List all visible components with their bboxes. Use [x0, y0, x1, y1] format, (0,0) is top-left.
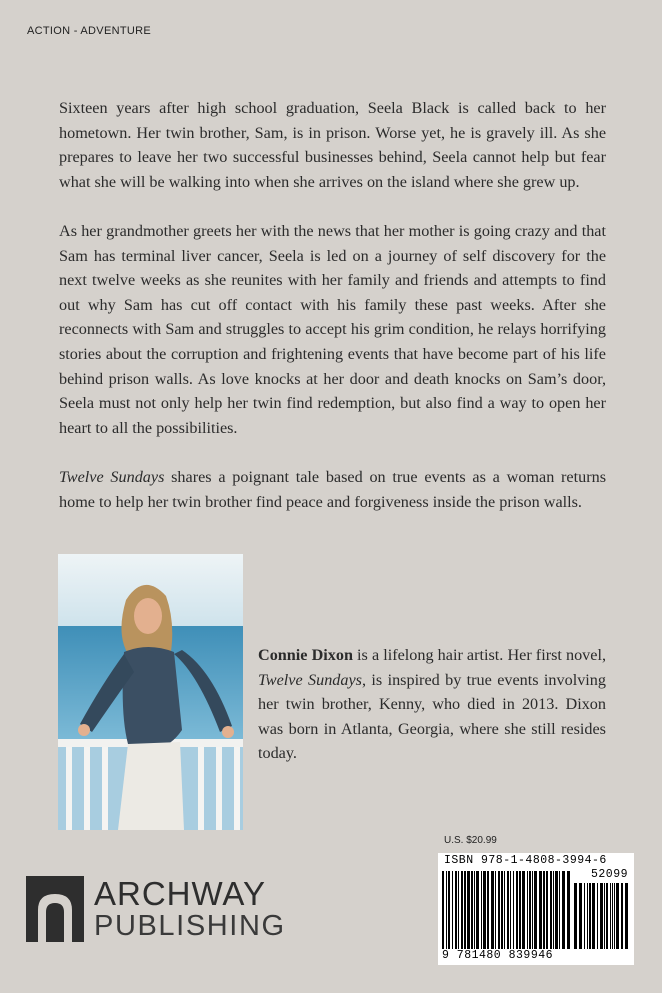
isbn-barcode [438, 853, 634, 965]
barcode-bar [606, 883, 608, 949]
book-title-italic: Twelve Sundays [59, 467, 165, 486]
barcode-bar [483, 871, 486, 949]
barcode-bar [539, 871, 542, 949]
barcode-bar [604, 883, 605, 949]
price-label: U.S. $20.99 [444, 835, 497, 846]
barcode-bar [589, 883, 591, 949]
barcode-bar [614, 883, 615, 949]
barcode-bar [562, 871, 565, 949]
barcode-bar [546, 871, 548, 949]
archway-arch-icon [26, 876, 84, 942]
genre-label: ACTION - ADVENTURE [27, 25, 151, 37]
barcode-bar [597, 883, 598, 949]
barcode-bar [467, 871, 470, 949]
barcode-bar [621, 883, 623, 949]
isbn-number: ISBN 978-1-4808-3994-6 [444, 854, 607, 867]
barcode-bar [555, 871, 558, 949]
author-photo [58, 554, 243, 830]
barcode-bar [471, 871, 473, 949]
barcode-bar [446, 871, 447, 949]
barcode-bar [592, 883, 595, 949]
barcode-bar [455, 871, 457, 949]
barcode-bar [534, 871, 537, 949]
author-book-title: Twelve Sundays [258, 670, 362, 689]
barcode-bar [574, 883, 577, 949]
barcode-bar [516, 871, 518, 949]
barcode-bar [513, 871, 514, 949]
barcode-bar [504, 871, 505, 949]
author-name: Connie Dixon [258, 646, 353, 664]
barcode-bar [612, 883, 613, 949]
barcode-bar [587, 883, 588, 949]
barcode-bar [442, 871, 444, 949]
barcode-bar [600, 883, 603, 949]
barcode-bar [491, 871, 494, 949]
barcode-bar [559, 871, 560, 949]
author-bio [258, 643, 606, 766]
barcode-bar [495, 871, 496, 949]
barcode-bar [519, 871, 521, 949]
blurb-paragraph-1: Sixteen years after high school graduation, Seela Black is called back to her hometown. Her twin brother, Sam, is in prison. Worse yet, he is gravely ill. As she prepares to leave her two successful businesses behind, Seela cannot help but fear what she will be walking into when she arrives on the island where she grew up. [59, 99, 606, 191]
blurb-paragraph-2: As her grandmother greets her with the news that her mother is going crazy and that Sam has terminal liver cancer, Seela is led on a journey of self discovery for the next twelve weeks as she reunites with her family and friends and attempts to find out why Sam has cut off contact with his family these past weeks. After she reconnects with Sam and struggles to accept his grim condition, he relays horrifying stories about the corruption and frightening events that have become part of his life behind prison walls. As love knocks at her door and death knocks on Sam’s door, Seela must not only help her twin find redemption, but also find a way to open her heart to all the possibilities. [59, 221, 606, 437]
barcode-addon-number: 52099 [590, 868, 628, 881]
blurb-paragraph-3 [59, 465, 606, 514]
barcode-bar [616, 883, 619, 949]
barcode-bar [522, 871, 525, 949]
barcode-bar [527, 871, 528, 949]
barcode-bar [501, 871, 503, 949]
barcode-bar [510, 871, 511, 949]
ean-digits: 9 781480 839946 [442, 949, 554, 962]
blurb-paragraph-3-text: shares a poignant tale based on true events as a woman returns home to help her twin brother find peace and forgiveness inside the prison walls. [59, 467, 606, 511]
barcode-bar [476, 871, 479, 949]
barcode-bar [553, 871, 554, 949]
barcode-bar [481, 871, 482, 949]
barcode-bar [507, 871, 509, 949]
barcode-bar [461, 871, 463, 949]
addon-barcode-bars [574, 883, 630, 949]
publisher-logo [26, 876, 286, 942]
back-cover-blurb [59, 96, 606, 539]
barcode-bar [474, 871, 475, 949]
barcode-bar [498, 871, 500, 949]
barcode-bar [579, 883, 582, 949]
barcode-bar [452, 871, 453, 949]
barcode-bar [584, 883, 585, 949]
barcode-bar [550, 871, 552, 949]
barcode-bar [543, 871, 545, 949]
barcode-bar [464, 871, 466, 949]
barcode-bar [448, 871, 450, 949]
barcode-bar [532, 871, 533, 949]
barcode-bar [610, 883, 611, 949]
barcode-bar [625, 883, 628, 949]
author-bio-text-2: , is inspired by true events involving her twin brother, Kenny, who died in 2013. Dixon was born in Atlanta, Georgia, where she still resides today. [258, 670, 606, 763]
publisher-name-line1: ARCHWAY [94, 875, 266, 912]
barcode-bar [487, 871, 489, 949]
author-bio-text-1: is a lifelong hair artist. Her first novel, [352, 646, 606, 664]
publisher-name-line2: PUBLISHING [94, 910, 286, 942]
barcode-bar [567, 871, 570, 949]
barcode-bar [529, 871, 531, 949]
barcode-bar [458, 871, 459, 949]
ean-barcode-bars [442, 871, 570, 949]
